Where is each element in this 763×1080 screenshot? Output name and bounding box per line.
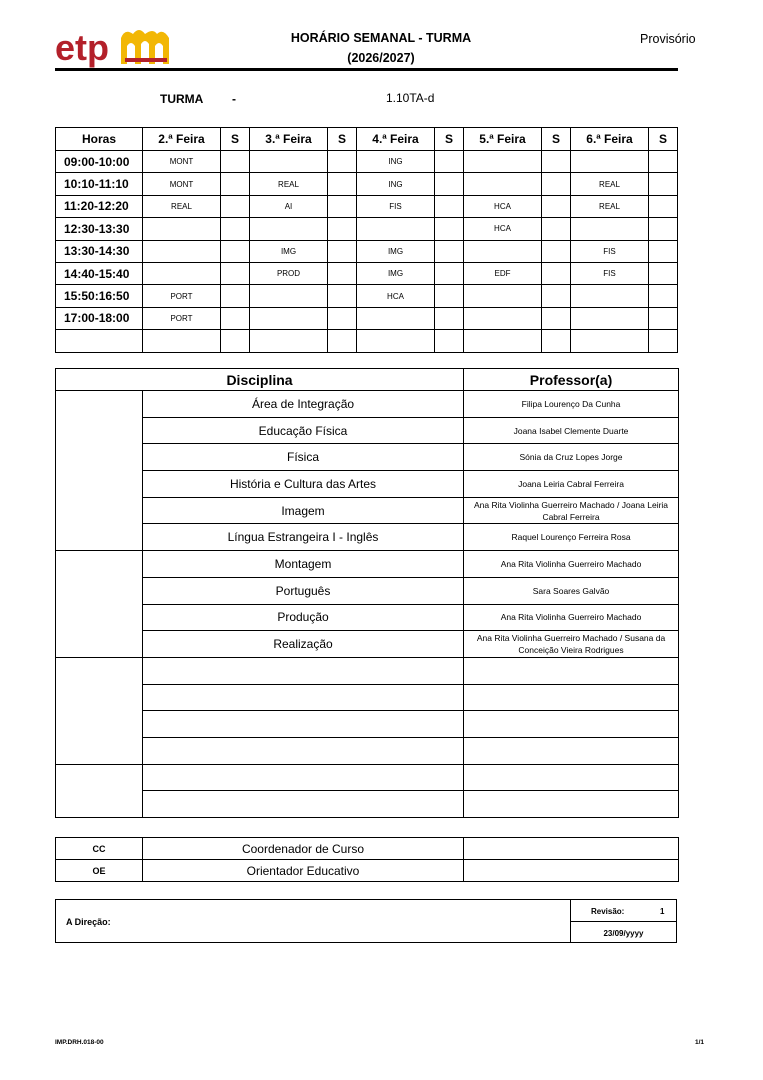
turma-label: TURMA <box>160 92 204 106</box>
subject-cell: REAL <box>250 173 328 195</box>
subject-cell: AI <box>250 195 328 217</box>
discipline-name: Montagem <box>143 551 464 578</box>
subject-cell <box>464 151 542 173</box>
weekly-schedule-table <box>55 127 678 353</box>
discipline-row <box>56 551 679 578</box>
subject-cell: MONT <box>143 151 221 173</box>
teacher-name: Ana Rita Violinha Guerreiro Machado / Joana Leiria Cabral Ferreira <box>464 497 679 524</box>
room-cell <box>328 218 357 240</box>
discipline-group-cell <box>56 551 143 658</box>
room-cell <box>328 195 357 217</box>
room-cell <box>328 173 357 195</box>
role-name: Coordenador de Curso <box>143 838 464 860</box>
room-cell <box>328 307 357 329</box>
subject-cell <box>464 173 542 195</box>
weekday-column-header: 5.ª Feira <box>464 128 542 151</box>
subject-cell <box>464 285 542 307</box>
teacher-name: Ana Rita Violinha Guerreiro Machado / Susana da Conceição Vieira Rodrigues <box>464 631 679 658</box>
turma-dash: - <box>232 92 236 106</box>
subject-cell <box>357 218 435 240</box>
coordination-table <box>55 837 679 882</box>
subject-cell <box>250 307 328 329</box>
schedule-row <box>56 307 678 329</box>
room-cell <box>435 151 464 173</box>
room-cell <box>649 330 678 352</box>
room-cell <box>542 218 571 240</box>
time-slot: 13:30-14:30 <box>56 240 143 262</box>
room-cell <box>221 285 250 307</box>
room-cell <box>328 262 357 284</box>
schedule-row <box>56 240 678 262</box>
revision-number: 1 <box>660 907 665 916</box>
subject-cell: IMG <box>357 240 435 262</box>
coordination-row <box>56 838 679 860</box>
schedule-row <box>56 151 678 173</box>
document-title: HORÁRIO SEMANAL - TURMA <box>290 31 472 45</box>
discipline-row <box>56 417 679 444</box>
weekday-column-header: 3.ª Feira <box>250 128 328 151</box>
subject-cell: MONT <box>143 173 221 195</box>
role-abbreviation: CC <box>56 838 143 860</box>
subject-cell <box>357 330 435 352</box>
room-cell <box>649 285 678 307</box>
room-cell <box>649 262 678 284</box>
time-slot <box>56 330 143 352</box>
time-slot: 12:30-13:30 <box>56 218 143 240</box>
discipline-row <box>56 711 679 738</box>
room-cell <box>435 262 464 284</box>
teacher-name <box>464 657 679 684</box>
subject-cell: FIS <box>571 240 649 262</box>
room-cell <box>649 173 678 195</box>
school-logo <box>55 24 180 70</box>
discipline-name: História e Cultura das Artes <box>143 471 464 498</box>
room-cell <box>328 330 357 352</box>
subject-cell: IMG <box>357 262 435 284</box>
logo-emblem-icon <box>121 30 169 64</box>
room-column-header: S <box>221 128 250 151</box>
discipline-row <box>56 524 679 551</box>
room-cell <box>221 330 250 352</box>
room-cell <box>221 195 250 217</box>
discipline-row <box>56 631 679 658</box>
subject-cell: PORT <box>143 307 221 329</box>
discipline-row <box>56 684 679 711</box>
discipline-row <box>56 391 679 418</box>
room-cell <box>542 195 571 217</box>
subject-cell <box>464 330 542 352</box>
room-cell <box>649 240 678 262</box>
room-cell <box>221 262 250 284</box>
form-code: IMP.DRH.018-00 <box>55 1039 104 1046</box>
time-slot: 17:00-18:00 <box>56 307 143 329</box>
discipline-name <box>143 737 464 764</box>
subject-cell: REAL <box>571 195 649 217</box>
room-cell <box>221 151 250 173</box>
room-cell <box>435 195 464 217</box>
subject-cell: ING <box>357 151 435 173</box>
teacher-name: Raquel Lourenço Ferreira Rosa <box>464 524 679 551</box>
teacher-name: Joana Leiria Cabral Ferreira <box>464 471 679 498</box>
discipline-name: Educação Física <box>143 417 464 444</box>
time-slot: 10:10-11:10 <box>56 173 143 195</box>
room-cell <box>542 307 571 329</box>
room-cell <box>542 240 571 262</box>
schedule-header-row <box>56 128 678 151</box>
teacher-name <box>464 791 679 818</box>
schedule-row <box>56 173 678 195</box>
room-column-header: S <box>542 128 571 151</box>
subject-cell: REAL <box>571 173 649 195</box>
subject-cell: PORT <box>143 285 221 307</box>
role-person <box>464 838 679 860</box>
subject-cell: FIS <box>357 195 435 217</box>
discipline-row <box>56 791 679 818</box>
subject-cell: PROD <box>250 262 328 284</box>
teacher-name <box>464 737 679 764</box>
time-slot: 09:00-10:00 <box>56 151 143 173</box>
room-cell <box>649 195 678 217</box>
discipline-name: Língua Estrangeira I - Inglês <box>143 524 464 551</box>
teacher-name <box>464 711 679 738</box>
subject-cell <box>143 330 221 352</box>
discipline-row <box>56 764 679 791</box>
subject-cell <box>571 285 649 307</box>
role-person <box>464 860 679 882</box>
teacher-name: Ana Rita Violinha Guerreiro Machado <box>464 604 679 631</box>
discipline-name <box>143 657 464 684</box>
subject-cell <box>571 307 649 329</box>
discipline-name: Física <box>143 444 464 471</box>
room-cell <box>221 218 250 240</box>
subject-cell: EDF <box>464 262 542 284</box>
hours-column-header: Horas <box>56 128 143 151</box>
discipline-group-cell <box>56 657 143 764</box>
subject-cell <box>464 307 542 329</box>
discipline-row <box>56 657 679 684</box>
subject-cell <box>571 330 649 352</box>
disciplines-table <box>55 368 679 818</box>
schedule-row <box>56 262 678 284</box>
room-cell <box>435 330 464 352</box>
room-cell <box>542 173 571 195</box>
schedule-row <box>56 218 678 240</box>
room-cell <box>221 173 250 195</box>
subject-cell <box>250 330 328 352</box>
discipline-name <box>143 684 464 711</box>
room-cell <box>435 307 464 329</box>
discipline-name <box>143 791 464 818</box>
subject-cell: HCA <box>464 195 542 217</box>
room-cell <box>328 240 357 262</box>
room-cell <box>649 151 678 173</box>
room-cell <box>542 285 571 307</box>
subject-cell: HCA <box>464 218 542 240</box>
subject-cell <box>250 151 328 173</box>
weekday-column-header: 6.ª Feira <box>571 128 649 151</box>
subject-cell: FIS <box>571 262 649 284</box>
subject-cell: REAL <box>143 195 221 217</box>
room-cell <box>542 330 571 352</box>
room-column-header: S <box>435 128 464 151</box>
schedule-row <box>56 195 678 217</box>
time-slot: 11:20-12:20 <box>56 195 143 217</box>
teacher-name: Sónia da Cruz Lopes Jorge <box>464 444 679 471</box>
discipline-name: Área de Integração <box>143 391 464 418</box>
subject-cell <box>571 218 649 240</box>
turma-value: 1.10TA-d <box>386 91 435 105</box>
room-cell <box>328 151 357 173</box>
discipline-row <box>56 444 679 471</box>
revision-label: Revisão: <box>591 907 625 916</box>
room-cell <box>542 151 571 173</box>
subject-cell: IMG <box>250 240 328 262</box>
status-label: Provisório <box>640 32 696 46</box>
discipline-group-cell <box>56 764 143 817</box>
room-cell <box>542 262 571 284</box>
page-number: 1/1 <box>695 1039 705 1046</box>
discipline-group-cell <box>56 391 143 551</box>
discipline-row <box>56 577 679 604</box>
disciplines-header-row <box>56 369 679 391</box>
direction-label: A Direção: <box>66 917 111 927</box>
schedule-row <box>56 285 678 307</box>
subject-cell <box>143 240 221 262</box>
coordination-row <box>56 860 679 882</box>
weekday-column-header: 4.ª Feira <box>357 128 435 151</box>
subject-cell <box>250 218 328 240</box>
room-cell <box>221 240 250 262</box>
subject-cell: ING <box>357 173 435 195</box>
school-year: (2026/2027) <box>347 51 415 65</box>
schedule-row <box>56 330 678 352</box>
discipline-name: Produção <box>143 604 464 631</box>
role-name: Orientador Educativo <box>143 860 464 882</box>
subject-cell <box>143 218 221 240</box>
time-slot: 15:50:16:50 <box>56 285 143 307</box>
discipline-name <box>143 764 464 791</box>
teacher-name: Filipa Lourenço Da Cunha <box>464 391 679 418</box>
time-slot: 14:40-15:40 <box>56 262 143 284</box>
room-cell <box>221 307 250 329</box>
subject-cell <box>143 262 221 284</box>
discipline-row <box>56 471 679 498</box>
subject-cell <box>571 151 649 173</box>
subject-cell: HCA <box>357 285 435 307</box>
room-cell <box>435 173 464 195</box>
header-divider <box>55 68 678 71</box>
room-cell <box>328 285 357 307</box>
logo-text: etp <box>55 27 109 68</box>
discipline-name: Imagem <box>143 497 464 524</box>
room-cell <box>649 307 678 329</box>
teacher-column-header: Professor(a) <box>464 369 679 391</box>
teacher-name <box>464 684 679 711</box>
discipline-column-header: Disciplina <box>56 369 464 391</box>
subject-cell <box>464 240 542 262</box>
subject-cell <box>250 285 328 307</box>
discipline-row <box>56 497 679 524</box>
subject-cell <box>357 307 435 329</box>
teacher-name: Joana Isabel Clemente Duarte <box>464 417 679 444</box>
room-cell <box>435 218 464 240</box>
revision-date: 23/09/yyyy <box>603 929 644 938</box>
room-column-header: S <box>328 128 357 151</box>
discipline-row <box>56 737 679 764</box>
weekday-column-header: 2.ª Feira <box>143 128 221 151</box>
room-cell <box>435 240 464 262</box>
room-cell <box>649 218 678 240</box>
teacher-name: Ana Rita Violinha Guerreiro Machado <box>464 551 679 578</box>
teacher-name <box>464 764 679 791</box>
revision-divider <box>570 921 677 922</box>
discipline-name: Português <box>143 577 464 604</box>
discipline-name: Realização <box>143 631 464 658</box>
room-cell <box>435 285 464 307</box>
discipline-row <box>56 604 679 631</box>
discipline-name <box>143 711 464 738</box>
role-abbreviation: OE <box>56 860 143 882</box>
teacher-name: Sara Soares Galvão <box>464 577 679 604</box>
room-column-header: S <box>649 128 678 151</box>
